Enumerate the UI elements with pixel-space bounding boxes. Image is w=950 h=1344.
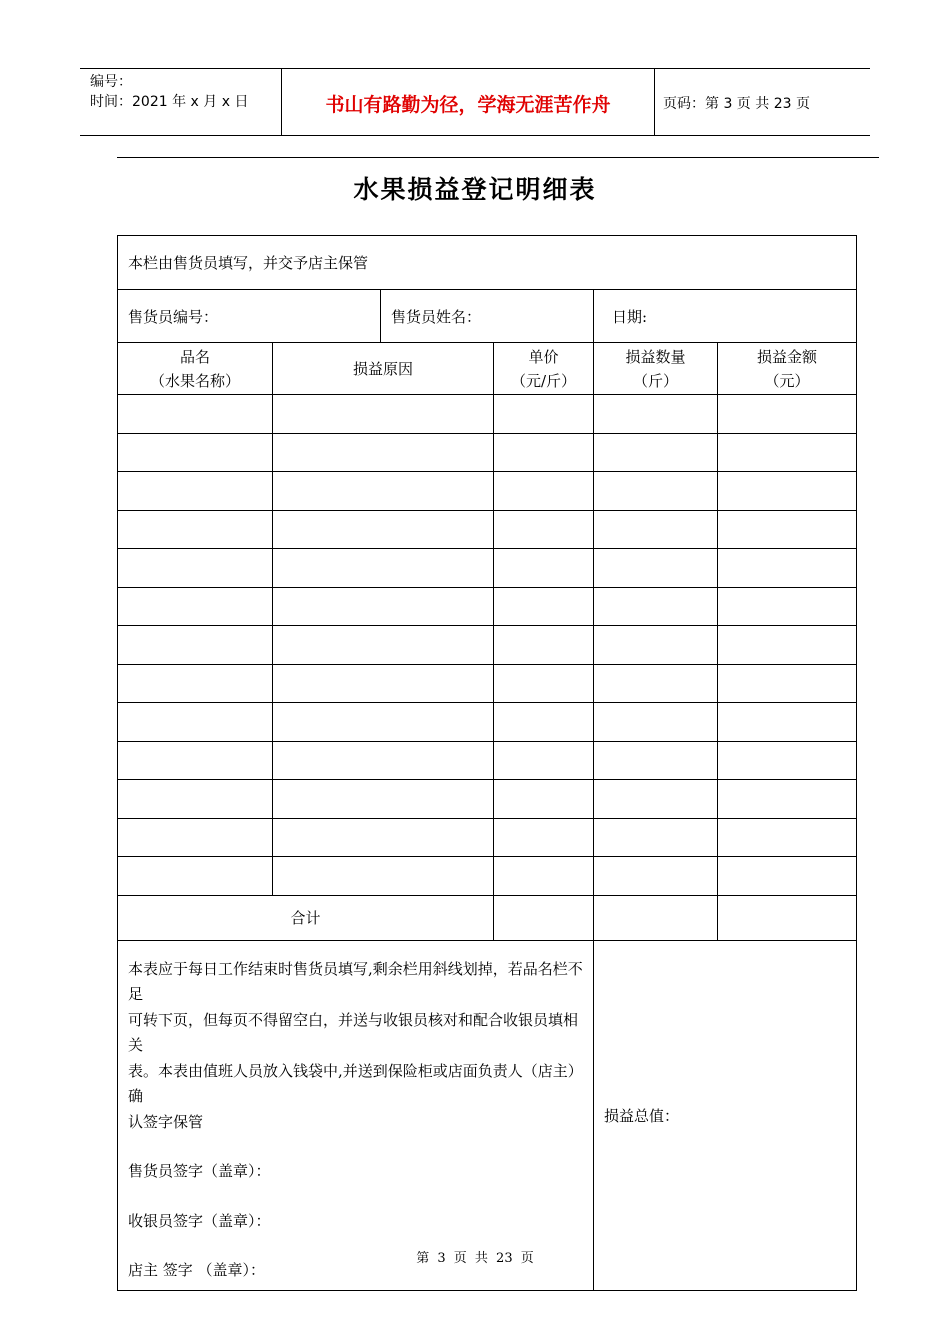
unit-price-cell[interactable] [494, 587, 594, 626]
note-line: 表。本表由值班人员放入钱袋中,并送到保险柜或店面负责人（店主）确 [128, 1061, 583, 1105]
amount-cell[interactable] [718, 433, 857, 472]
loss-reason-cell[interactable] [273, 395, 494, 434]
unit-price-cell[interactable] [494, 703, 594, 742]
unit-price-cell[interactable] [494, 818, 594, 857]
page-footer: 第 3 页 共 23 页 [416, 1251, 534, 1266]
fruit-name-cell[interactable] [118, 857, 273, 896]
unit-price-cell[interactable] [494, 664, 594, 703]
column-header-fruit: 品名 （水果名称） [118, 343, 273, 395]
loss-reason-cell[interactable] [273, 433, 494, 472]
table-row [118, 510, 857, 549]
table-row [118, 549, 857, 588]
notes-cell [118, 940, 594, 1290]
loss-reason-cell[interactable] [273, 703, 494, 742]
fruit-name-cell[interactable] [118, 510, 273, 549]
fruit-name-cell[interactable] [118, 433, 273, 472]
fruit-name-cell[interactable] [118, 395, 273, 434]
quantity-cell[interactable] [594, 510, 718, 549]
total-quantity-cell[interactable] [594, 895, 718, 940]
fruit-name-cell[interactable] [118, 741, 273, 780]
notes-row [118, 940, 857, 1290]
fruit-name-cell[interactable] [118, 780, 273, 819]
quantity-cell[interactable] [594, 549, 718, 588]
table-row [118, 741, 857, 780]
column-header-row [118, 343, 857, 395]
column-header-reason: 损益原因 [273, 343, 494, 395]
table-row [118, 703, 857, 742]
total-label: 合计 [118, 895, 494, 940]
note-line: 可转下页，但每页不得留空白，并送与收银员核对和配合收银员填相关 [128, 1010, 579, 1054]
amount-cell[interactable] [718, 741, 857, 780]
amount-cell[interactable] [718, 395, 857, 434]
cashier-signature-field[interactable]: 收银员签字（盖章）： [128, 1211, 271, 1230]
quantity-cell[interactable] [594, 626, 718, 665]
table-row [118, 587, 857, 626]
loss-reason-cell[interactable] [273, 587, 494, 626]
title-rule [117, 157, 879, 158]
loss-reason-cell[interactable] [273, 741, 494, 780]
fruit-name-cell[interactable] [118, 472, 273, 511]
time-label: 时间：2021 年 x 月 x 日 [90, 94, 249, 110]
loss-reason-cell[interactable] [273, 664, 494, 703]
quantity-cell[interactable] [594, 741, 718, 780]
column-header-quantity: 损益数量 （斤） [594, 343, 718, 395]
unit-price-cell[interactable] [494, 857, 594, 896]
total-value-cell[interactable]: 损益总值： [594, 940, 857, 1290]
header-divider-right [654, 68, 655, 136]
amount-cell[interactable] [718, 549, 857, 588]
clerk-name-field[interactable]: 售货员姓名： [381, 290, 594, 343]
amount-cell[interactable] [718, 664, 857, 703]
page-title: 水果损益登记明细表 [353, 175, 597, 204]
unit-price-cell[interactable] [494, 549, 594, 588]
loss-reason-cell[interactable] [273, 818, 494, 857]
quantity-cell[interactable] [594, 703, 718, 742]
fruit-name-cell[interactable] [118, 703, 273, 742]
quantity-cell[interactable] [594, 433, 718, 472]
quantity-cell[interactable] [594, 587, 718, 626]
header-meta [90, 72, 248, 112]
loss-reason-cell[interactable] [273, 780, 494, 819]
table-row [118, 626, 857, 665]
column-header-amount: 损益金额 （元） [718, 343, 857, 395]
loss-reason-cell[interactable] [273, 510, 494, 549]
fruit-name-cell[interactable] [118, 664, 273, 703]
loss-reason-cell[interactable] [273, 549, 494, 588]
unit-price-cell[interactable] [494, 626, 594, 665]
unit-price-cell[interactable] [494, 472, 594, 511]
quantity-cell[interactable] [594, 818, 718, 857]
amount-cell[interactable] [718, 780, 857, 819]
table-row [118, 857, 857, 896]
header-top-line [80, 68, 870, 69]
amount-cell[interactable] [718, 857, 857, 896]
fruit-name-cell[interactable] [118, 549, 273, 588]
entry-rows [118, 395, 857, 896]
owner-signature-field[interactable]: 店主 签字 （盖章）： [128, 1261, 266, 1279]
amount-cell[interactable] [718, 626, 857, 665]
quantity-cell[interactable] [594, 472, 718, 511]
table-row [118, 472, 857, 511]
amount-cell[interactable] [718, 703, 857, 742]
total-unit-price-cell[interactable] [494, 895, 594, 940]
unit-price-cell[interactable] [494, 741, 594, 780]
clerk-id-field[interactable]: 售货员编号： [118, 290, 381, 343]
fruit-loss-form [117, 235, 857, 1291]
fruit-name-cell[interactable] [118, 818, 273, 857]
quantity-cell[interactable] [594, 780, 718, 819]
table-row [118, 818, 857, 857]
quantity-cell[interactable] [594, 857, 718, 896]
amount-cell[interactable] [718, 472, 857, 511]
table-row [118, 395, 857, 434]
total-amount-cell[interactable] [718, 895, 857, 940]
fruit-name-cell[interactable] [118, 587, 273, 626]
amount-cell[interactable] [718, 587, 857, 626]
header-motto: 书山有路勤为径，学海无涯苦作舟 [325, 94, 611, 116]
unit-price-cell[interactable] [494, 433, 594, 472]
quantity-cell[interactable] [594, 664, 718, 703]
quantity-cell[interactable] [594, 395, 718, 434]
table-row [118, 664, 857, 703]
header-bottom-line [80, 135, 870, 136]
amount-cell[interactable] [718, 510, 857, 549]
fruit-name-cell[interactable] [118, 626, 273, 665]
instruction-cell: 本栏由售货员填写，并交予店主保管 [118, 236, 857, 290]
date-field[interactable]: 日期: [594, 290, 857, 343]
note-line: 本表应于每日工作结束时售货员填写,剩余栏用斜线划掉，若品名栏不足 [128, 959, 583, 1003]
header-page-info: 页码：第 3 页 共 23 页 [663, 96, 810, 112]
unit-price-cell[interactable] [494, 510, 594, 549]
loss-reason-cell[interactable] [273, 626, 494, 665]
unit-price-cell[interactable] [494, 395, 594, 434]
table-row [118, 433, 857, 472]
loss-reason-cell[interactable] [273, 472, 494, 511]
unit-price-cell[interactable] [494, 780, 594, 819]
number-label: 编号： [90, 74, 132, 90]
header-divider-left [281, 68, 282, 136]
total-row [118, 895, 857, 940]
note-line: 认签字保管 [128, 1112, 204, 1131]
amount-cell[interactable] [718, 818, 857, 857]
table-row [118, 780, 857, 819]
clerk-signature-field[interactable]: 售货员签字（盖章）： [128, 1162, 271, 1180]
loss-reason-cell[interactable] [273, 857, 494, 896]
column-header-unit-price: 单价 （元/斤） [494, 343, 594, 395]
